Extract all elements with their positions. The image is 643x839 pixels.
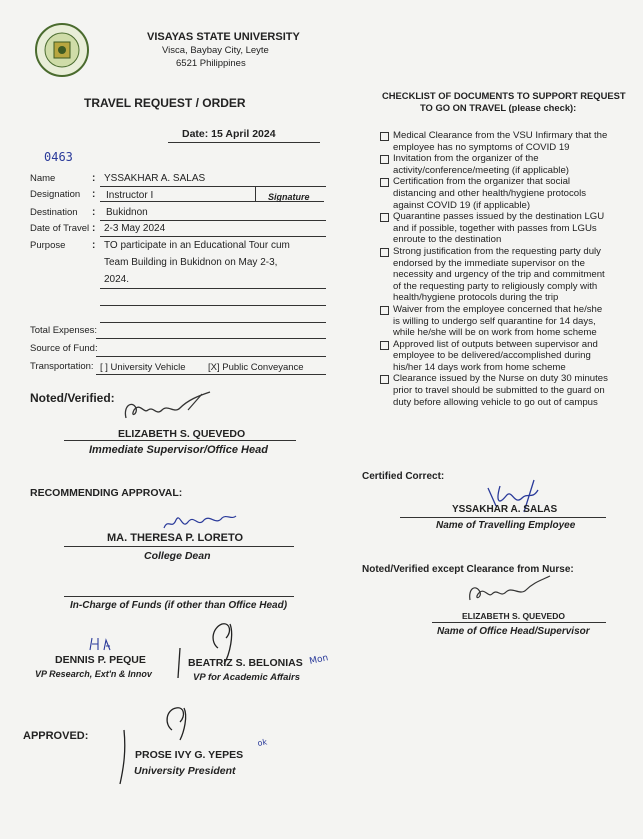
noted-nurse-title: Name of Office Head/Supervisor	[437, 626, 590, 637]
checklist-text: endorsed by the immediate supervisor on the	[393, 257, 585, 269]
checklist-item	[380, 304, 638, 339]
certified-heading: Certified Correct:	[362, 471, 445, 482]
checklist-text: against COVID 19 (if applicable)	[393, 199, 531, 211]
checklist-text: of the requesting party to religiously comply with	[393, 280, 598, 292]
university-name: VISAYAS STATE UNIVERSITY	[147, 31, 300, 43]
checklist-text: Clearance issued by the Nurse on duty 30 minutes	[393, 373, 608, 385]
name-colon: :	[92, 173, 96, 184]
checklist-text: prior to travel should be submitted to the guard on	[393, 385, 605, 397]
vp2-title: VP for Academic Affairs	[193, 672, 301, 683]
checkbox-icon[interactable]	[380, 306, 389, 315]
checklist-text: while he/she will be on work from home scheme	[393, 327, 597, 339]
checkbox-icon[interactable]	[380, 132, 389, 141]
purpose-line-3: 2024.	[104, 274, 130, 285]
form-number: 0463	[44, 150, 73, 164]
checkbox-icon[interactable]	[380, 375, 389, 384]
checklist-item	[380, 211, 638, 246]
checklist-item	[380, 130, 638, 153]
checklist-text: employee has no symptoms of COVID 19	[393, 141, 570, 153]
checkbox-icon[interactable]	[380, 341, 389, 350]
noted-nurse-name: ELIZABETH S. QUEVEDO	[462, 611, 565, 621]
transport-option-public: [X] Public Conveyance	[208, 362, 304, 373]
form-date: Date: 15 April 2024	[182, 128, 276, 140]
noted-title: Immediate Supervisor/Office Head	[89, 444, 268, 456]
checklist-text: necessity and urgency of the trip and commitment	[393, 269, 605, 281]
checklist-item	[380, 176, 638, 211]
date-of-travel-label: Date of Travel	[30, 223, 90, 234]
president-title: University President	[134, 765, 236, 777]
svg-text:Mon: Mon	[308, 653, 330, 667]
total-expenses-label: Total Expenses:	[30, 325, 98, 336]
recommending-heading: RECOMMENDING APPROVAL:	[30, 487, 183, 499]
checklist-text: duty before allowing vehicle to go out of campus	[393, 396, 598, 408]
checklist-text: employee to be delivered/accomplished during	[393, 350, 591, 362]
vp1-name: DENNIS P. PEQUE	[55, 654, 146, 666]
checklist-item	[380, 339, 638, 374]
vp1-title: VP Research, Ext'n & Innov	[35, 669, 152, 679]
certified-name: YSSAKHAR A. SALAS	[452, 504, 558, 515]
checklist-text: health/hygiene protocols during the trip	[393, 292, 559, 304]
checklist-text: and if possible, together with passes from LGUs	[393, 222, 597, 234]
designation-label: Designation	[30, 189, 81, 200]
noted-name: ELIZABETH S. QUEVEDO	[118, 428, 246, 440]
checkbox-icon[interactable]	[380, 213, 389, 222]
checklist-text: Waiver from the employee concerned that he/she	[393, 303, 603, 315]
checklist-text: Medical Clearance from the VSU Infirmary that the	[393, 130, 608, 141]
transport-option-university: [ ] University Vehicle	[100, 362, 186, 373]
noted-heading: Noted/Verified:	[30, 391, 115, 405]
transportation-label: Transportation:	[30, 361, 94, 372]
designation-value: Instructor I	[106, 190, 154, 201]
certified-title: Name of Travelling Employee	[436, 520, 576, 531]
purpose-line-2: Team Building in Bukidnon on May 2-3,	[104, 257, 278, 268]
signature-label: Signature	[268, 192, 310, 202]
checklist-text: activity/conference/meeting (if applicable)	[393, 164, 569, 176]
form-title: TRAVEL REQUEST / ORDER	[84, 96, 246, 110]
university-address-2: 6521 Philippines	[176, 58, 246, 69]
source-of-fund-label: Source of Fund:	[30, 343, 98, 354]
checklist-title-1: CHECKLIST OF DOCUMENTS TO SUPPORT REQUEST	[382, 90, 626, 101]
checklist-text: Quarantine passes issued by the destination LGU	[393, 211, 605, 223]
name-label: Name	[30, 173, 56, 184]
dean-signature	[160, 508, 240, 534]
purpose-line-1: TO participate in an Educational Tour cum	[104, 240, 290, 251]
checklist-text: distancing and other health/hygiene protocols	[393, 187, 587, 199]
checklist-text: Invitation from the organizer of the	[393, 153, 539, 165]
destination-label: Destination	[30, 207, 78, 218]
university-address-1: Visca, Baybay City, Leyte	[162, 45, 269, 56]
dean-title: College Dean	[144, 550, 211, 562]
checkbox-icon[interactable]	[380, 248, 389, 257]
checkbox-icon[interactable]	[380, 178, 389, 187]
noted-signature	[118, 388, 218, 428]
checklist-text: enroute to the destination	[393, 234, 502, 246]
date-of-travel-colon: :	[92, 223, 96, 234]
checkbox-icon[interactable]	[380, 155, 389, 164]
checklist	[380, 130, 638, 408]
name-value: YSSAKHAR A. SALAS	[104, 173, 206, 184]
dean-name: MA. THERESA P. LORETO	[107, 532, 244, 544]
checklist-title-2: TO GO ON TRAVEL (please check):	[420, 102, 577, 113]
svg-text:ok: ok	[256, 737, 268, 748]
university-seal	[34, 22, 90, 78]
funds-title: In-Charge of Funds (if other than Office Head)	[70, 600, 288, 611]
noted-nurse-heading: Noted/Verified except Clearance from Nurse:	[362, 564, 574, 575]
approved-heading: APPROVED:	[23, 730, 89, 742]
checklist-text: his/her 14 days work from home scheme	[393, 361, 566, 373]
signature-divider	[255, 187, 256, 202]
destination-value: Bukidnon	[106, 207, 148, 218]
purpose-label: Purpose	[30, 240, 66, 251]
purpose-colon: :	[92, 240, 96, 251]
checklist-text: Certification from the organizer that social	[393, 176, 571, 188]
checklist-text: Strong justification from the requesting party duly	[393, 245, 601, 257]
checklist-item	[380, 246, 638, 304]
supervisor-signature	[464, 574, 554, 608]
vp1-initials	[86, 636, 126, 654]
date-of-travel-value: 2-3 May 2024	[104, 223, 166, 234]
destination-colon: :	[92, 207, 96, 218]
designation-colon: :	[92, 189, 96, 200]
checklist-text: is willing to undergo self quarantine for 14 days,	[393, 315, 596, 327]
vp2-name: BEATRIZ S. BELONIAS	[188, 657, 303, 669]
checklist-text: Approved list of outputs between supervisor and	[393, 338, 598, 350]
checklist-item	[380, 153, 638, 176]
checklist-item	[380, 373, 638, 408]
president-name: PROSE IVY G. YEPES	[135, 749, 244, 761]
